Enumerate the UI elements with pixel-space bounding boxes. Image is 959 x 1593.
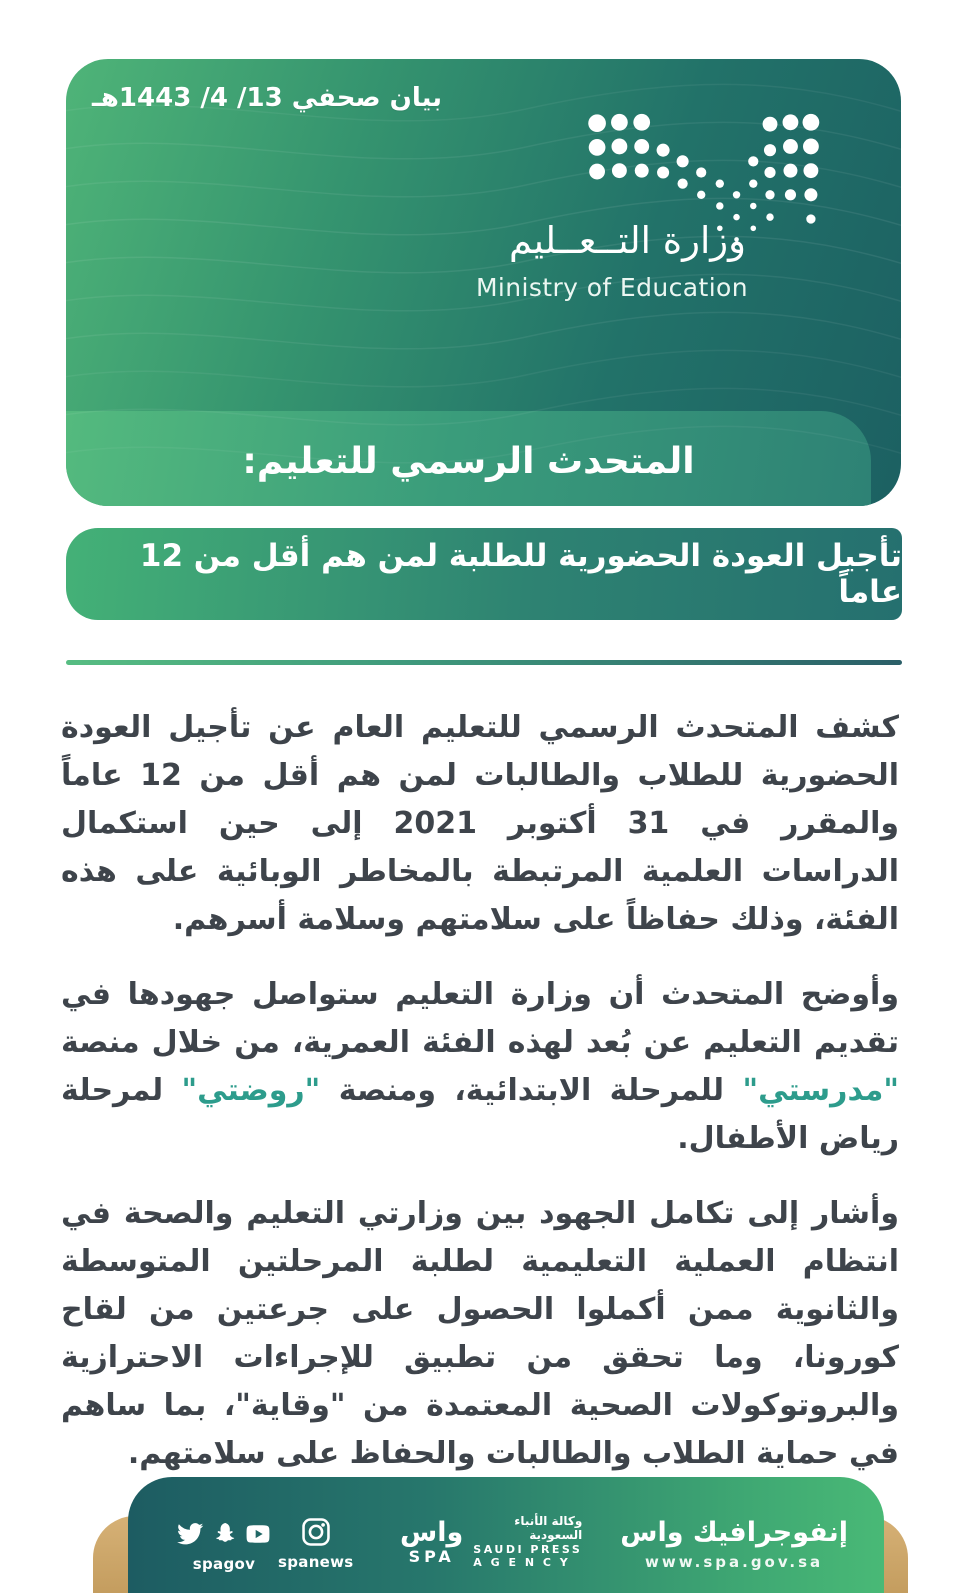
spa-agency-en-1: SAUDI PRESS <box>473 1542 583 1556</box>
spa-logo-mark <box>400 1519 463 1565</box>
paragraph: وأوضح المتحدث أن وزارة التعليم ستواصل جهودها في تقديم التعليم عن بُعد لهذه الفئة العمرية، من خلال منصة "مدرستي" للمرحلة الابتدائية، ومنصة "روضتي" لمرحلة رياض الأطفال. <box>61 977 899 1156</box>
social-group-spagov <box>176 1517 272 1573</box>
highlighted-platform-name: "روضتي" <box>181 1073 321 1108</box>
infographic-credit <box>620 1517 848 1571</box>
social-group-spanews <box>278 1515 354 1571</box>
headline-banner <box>66 528 902 620</box>
ministry-subtitle: Ministry of Education <box>475 273 748 302</box>
spa-mark-latin: SPA <box>408 1547 455 1567</box>
paragraph: وأشار إلى تكامل الجهود بين وزارتي التعليم والصحة في انتظام العملية التعليمية لطلبة المرحلتين المتوسطة والثانوية ممن أكملوا الحصول على جرعتين من لقاح كورونا، وما تحقق من تطبيق للإجراءات الاحترازية والبروتوكولات الصحية المعتمدة من "وقاية"، بما ساهم في حماية الطلاب والطالبات والحفاظ على سلامتهم. <box>61 1196 899 1471</box>
footer-card <box>128 1477 884 1593</box>
social-handle-spanews: spanews <box>278 1553 354 1571</box>
spokesperson-title: المتحدث الرسمي للتعليم: <box>242 441 695 482</box>
header-card <box>66 59 901 506</box>
headline-text: تأجيل العودة الحضورية للطلبة لمن هم أقل من 12 عاماً <box>139 538 902 610</box>
spa-agency-logo <box>400 1515 582 1570</box>
body-paragraphs <box>61 704 899 1505</box>
spa-agency-ar-2: السعودية <box>529 1527 583 1542</box>
press-release-date: بيان صحفي 13/ 4/ 1443هـ <box>92 83 443 113</box>
spokesperson-title-band <box>66 411 871 506</box>
gradient-divider <box>66 660 902 665</box>
spa-agency-ar-1: وكالة الأنباء <box>514 1514 583 1528</box>
spa-agency-name <box>473 1515 582 1570</box>
ministry-wordmark: وزارة التــعــليم <box>509 219 746 262</box>
spa-website: www.spa.gov.sa <box>645 1553 824 1571</box>
spa-agency-en-2: A G E N C Y <box>473 1556 571 1570</box>
social-handle-spagov: spagov <box>192 1555 256 1573</box>
paragraph: كشف المتحدث الرسمي للتعليم العام عن تأجيل العودة الحضورية للطلاب والطالبات لمن هم أقل من 12 عاماً والمقرر في 31 أكتوبر 2021 إلى حين استكمال الدراسات العلمية المرتبطة بالمخاطر الوبائية على هذه الفئة، وذلك حفاظاً على سلامتهم وسلامة أسرهم. <box>61 710 900 937</box>
youtube-icon <box>244 1520 272 1548</box>
infographic-label: إنفوجرافيك واس <box>620 1517 848 1548</box>
snapchat-icon <box>210 1520 238 1548</box>
twitter-icon <box>176 1520 204 1548</box>
spa-mark-arabic: واس <box>400 1517 464 1549</box>
highlighted-platform-name: "مدرستي" <box>742 1073 899 1108</box>
instagram-icon <box>299 1515 333 1549</box>
